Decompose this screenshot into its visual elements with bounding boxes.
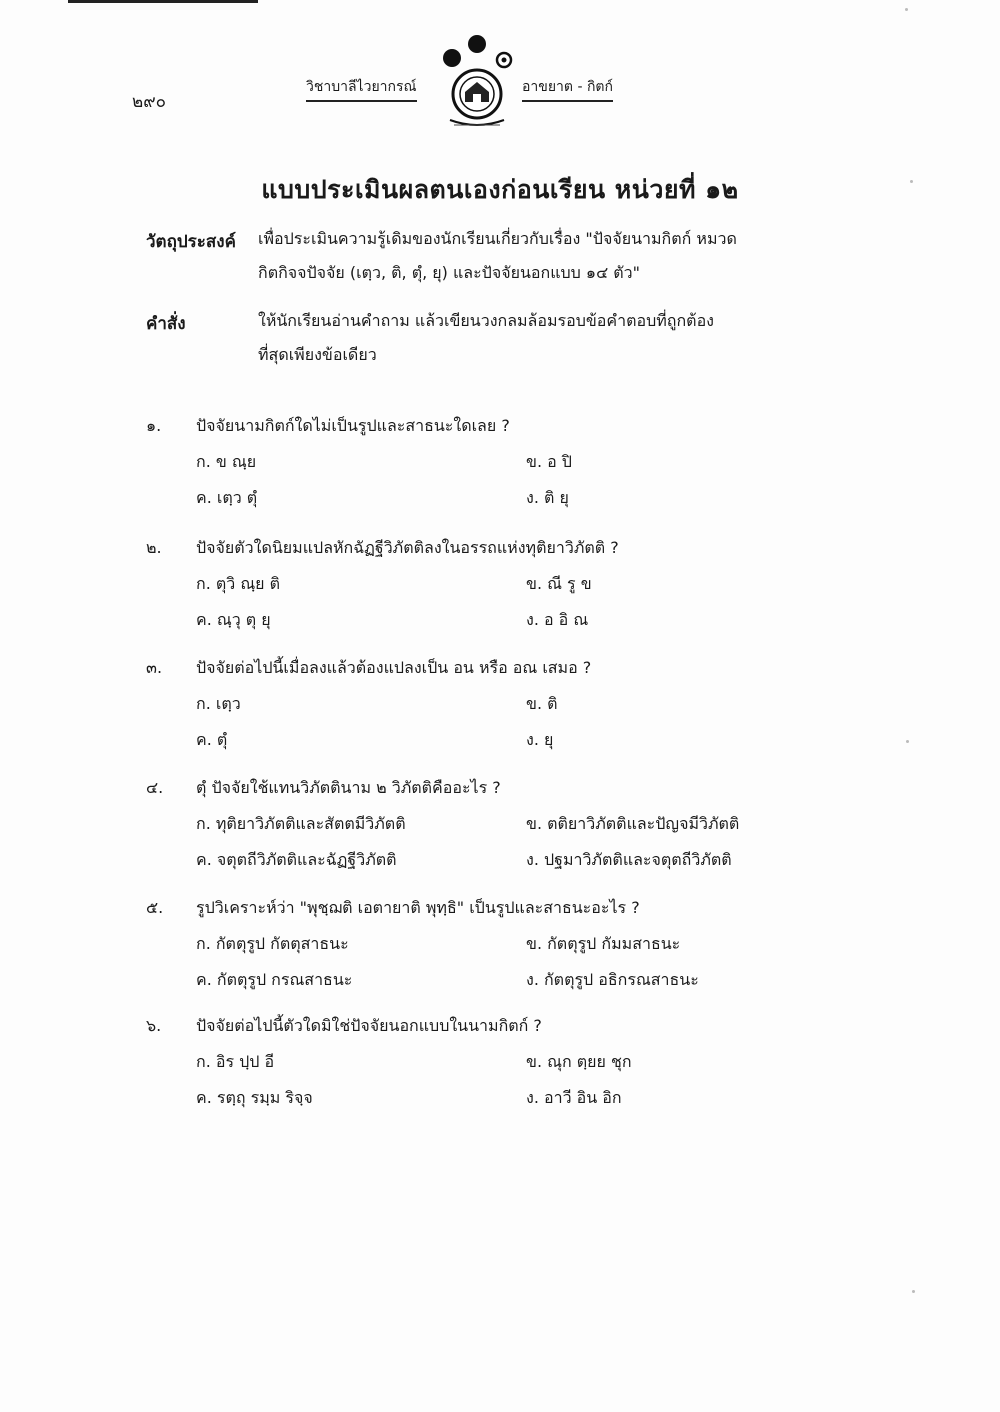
option-a[interactable]: ก. อิร ปฺป อี [196,1052,275,1071]
question-text: ปัจจัยต่อไปนี้เมื่อลงแล้วต้องแปลงเป็น อน หรือ อณ เสมอ ? [196,658,592,677]
option-a[interactable]: ก. ทุติยาวิภัตติและสัตตมีวิภัตติ [196,814,406,833]
objective-text [258,222,838,290]
option-b[interactable]: ข. ตติยาวิภัตติและปัญจมีวิภัตติ [526,814,740,833]
question-text: รูปวิเคราะห์ว่า "พุชฺฌติ เอตายาติ พุทฺธิ" เป็นรูปและสาธนะอะไร ? [196,898,640,917]
header-chapter: อาขยาต - กิตก์ [522,76,613,102]
option-c[interactable]: ค. กัตตุรูป กรณสาธนะ [196,970,353,989]
question-number: ๔. [146,778,164,797]
option-c[interactable]: ค. จตุตถีวิภัตติและฉัฏฐีวิภัตติ [196,850,397,869]
option-d[interactable]: ง. อาวี อิน อิก [526,1088,622,1107]
question-number: ๑. [146,416,162,435]
option-a[interactable]: ก. ข ณฺย [196,452,257,471]
option-c[interactable]: ค. ณฺวุ ตุ ยุ [196,610,271,629]
option-d[interactable]: ง. กัตตุรูป อธิกรณสาธนะ [526,970,699,989]
question-text: ปัจจัยต่อไปนี้ตัวใดมิใช่ปัจจัยนอกแบบในนามกิตก์ ? [196,1016,542,1035]
instruction-line-1: ให้นักเรียนอ่านคำถาม แล้วเขียนวงกลมล้อมรอบข้อคำตอบที่ถูกต้อง [258,311,714,330]
option-d[interactable]: ง. ปฐมาวิภัตติและจตุตถีวิภัตติ [526,850,732,869]
option-b[interactable]: ข. กัตตุรูป กัมมสาธนะ [526,934,681,953]
objective-line-1: เพื่อประเมินความรู้เดิมของนักเรียนเกี่ยวกับเรื่อง "ปัจจัยนามกิตก์ หมวด [258,229,737,248]
scan-speck [912,1290,915,1293]
option-d[interactable]: ง. ติ ยุ [526,488,569,507]
instruction-line-2: ที่สุดเพียงข้อเดียว [258,345,377,364]
question-text: ปัจจัยตัวใดนิยมแปลหักฉัฏฐีวิภัตติลงในอรรถแห่งทุติยาวิภัตติ ? [196,538,619,557]
question-number: ๒. [146,538,162,557]
seal-logo [432,30,522,130]
scan-speck [906,740,909,743]
top-rule [68,0,258,3]
page-number: ๒๙๐ [132,92,167,112]
option-c[interactable]: ค. ตุํ [196,730,228,749]
option-a[interactable]: ก. เตฺว [196,694,241,713]
instruction-label: คำสั่ง [146,314,186,334]
option-b[interactable]: ข. อ ปิ [526,452,572,471]
option-a[interactable]: ก. กัตตุรูป กัตตุสาธนะ [196,934,349,953]
option-b[interactable]: ข. ติ [526,694,558,713]
option-b[interactable]: ข. ณี รู ข [526,574,592,593]
header-subject: วิชาบาลีไวยากรณ์ [306,76,417,102]
instruction-text [258,304,838,372]
scan-speck [905,8,908,11]
question-number: ๖. [146,1016,162,1035]
page-title: แบบประเมินผลตนเองก่อนเรียน หน่วยที่ ๑๒ [261,175,739,204]
option-d[interactable]: ง. ยุ [526,730,554,749]
option-c[interactable]: ค. รตฺถุ รมฺม ริจฺจ [196,1088,313,1107]
question-text: ปัจจัยนามกิตก์ใดไม่เป็นรูปและสาธนะใดเลย ? [196,416,510,435]
option-c[interactable]: ค. เตฺว ตุํ [196,488,258,507]
option-d[interactable]: ง. อ อิ ณ [526,610,589,629]
option-b[interactable]: ข. ณุก ตฺยย ชุก [526,1052,632,1071]
question-number: ๓. [146,658,163,677]
question-number: ๕. [146,898,164,917]
objective-label: วัตถุประสงค์ [146,232,236,252]
objective-line-2: กิตกิจจปัจจัย (เตฺว, ติ, ตุํ, ยุ) และปัจจัยนอกแบบ ๑๔ ตัว" [258,263,640,282]
scan-speck [910,180,913,183]
question-text: ตุํ ปัจจัยใช้แทนวิภัตตินาม ๒ วิภัตติคืออะไร ? [196,778,501,797]
option-a[interactable]: ก. ตุวิ ณฺย ติ [196,574,281,593]
